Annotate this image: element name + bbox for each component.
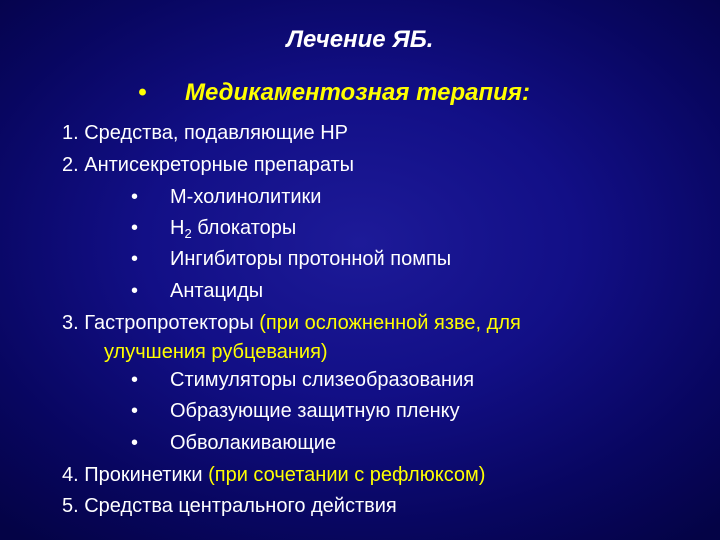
list-item-1: 1. Средства, подавляющие HP (62, 122, 349, 144)
subtitle-text: Медикаментозная терапия: (185, 79, 530, 106)
list-item-4-label: 4. Прокинетики (62, 464, 209, 486)
sub-item-label: Антациды (170, 280, 264, 302)
bullet-icon: • (131, 280, 139, 302)
list-item-5: 5. Средства центрального действия (62, 495, 397, 517)
subscript-2: 2 (184, 226, 192, 241)
sub-item-label: Образующие защитную пленку (170, 400, 460, 422)
list-item-4 (62, 461, 720, 489)
bullet-icon: • (131, 217, 139, 239)
slide-title: Лечение ЯБ. (286, 26, 434, 53)
list-item-3 (62, 309, 720, 337)
bullet-icon: • (131, 369, 139, 391)
sub-item-label: М-холинолитики (170, 186, 322, 208)
bullet-icon: • (131, 432, 139, 454)
list-item-3-note-continued: улучшения рубцевания) (104, 341, 328, 363)
sub-item-label: Стимуляторы слизеобразования (170, 369, 475, 391)
list-item-3-label: 3. Гастропротекторы (62, 312, 260, 334)
bullet-icon: • (131, 248, 139, 270)
sub-item-label: Обволакивающие (170, 432, 337, 454)
sub-item-label: Ингибиторы протонной помпы (170, 248, 452, 270)
subtitle (0, 79, 720, 113)
bullet-icon: • (131, 400, 139, 422)
h-letter: H (170, 217, 185, 239)
bullet-icon: • (131, 186, 139, 208)
blockers-text: блокаторы (191, 217, 297, 239)
subtitle-bullet: • (138, 79, 147, 106)
list-item-3-note: (при осложненной язве, для (259, 312, 521, 334)
list-item-2: 2. Антисекреторные препараты (62, 154, 355, 176)
sub-item-label (170, 214, 296, 248)
list-item-4-note: (при сочетании с рефлюксом) (208, 464, 486, 486)
